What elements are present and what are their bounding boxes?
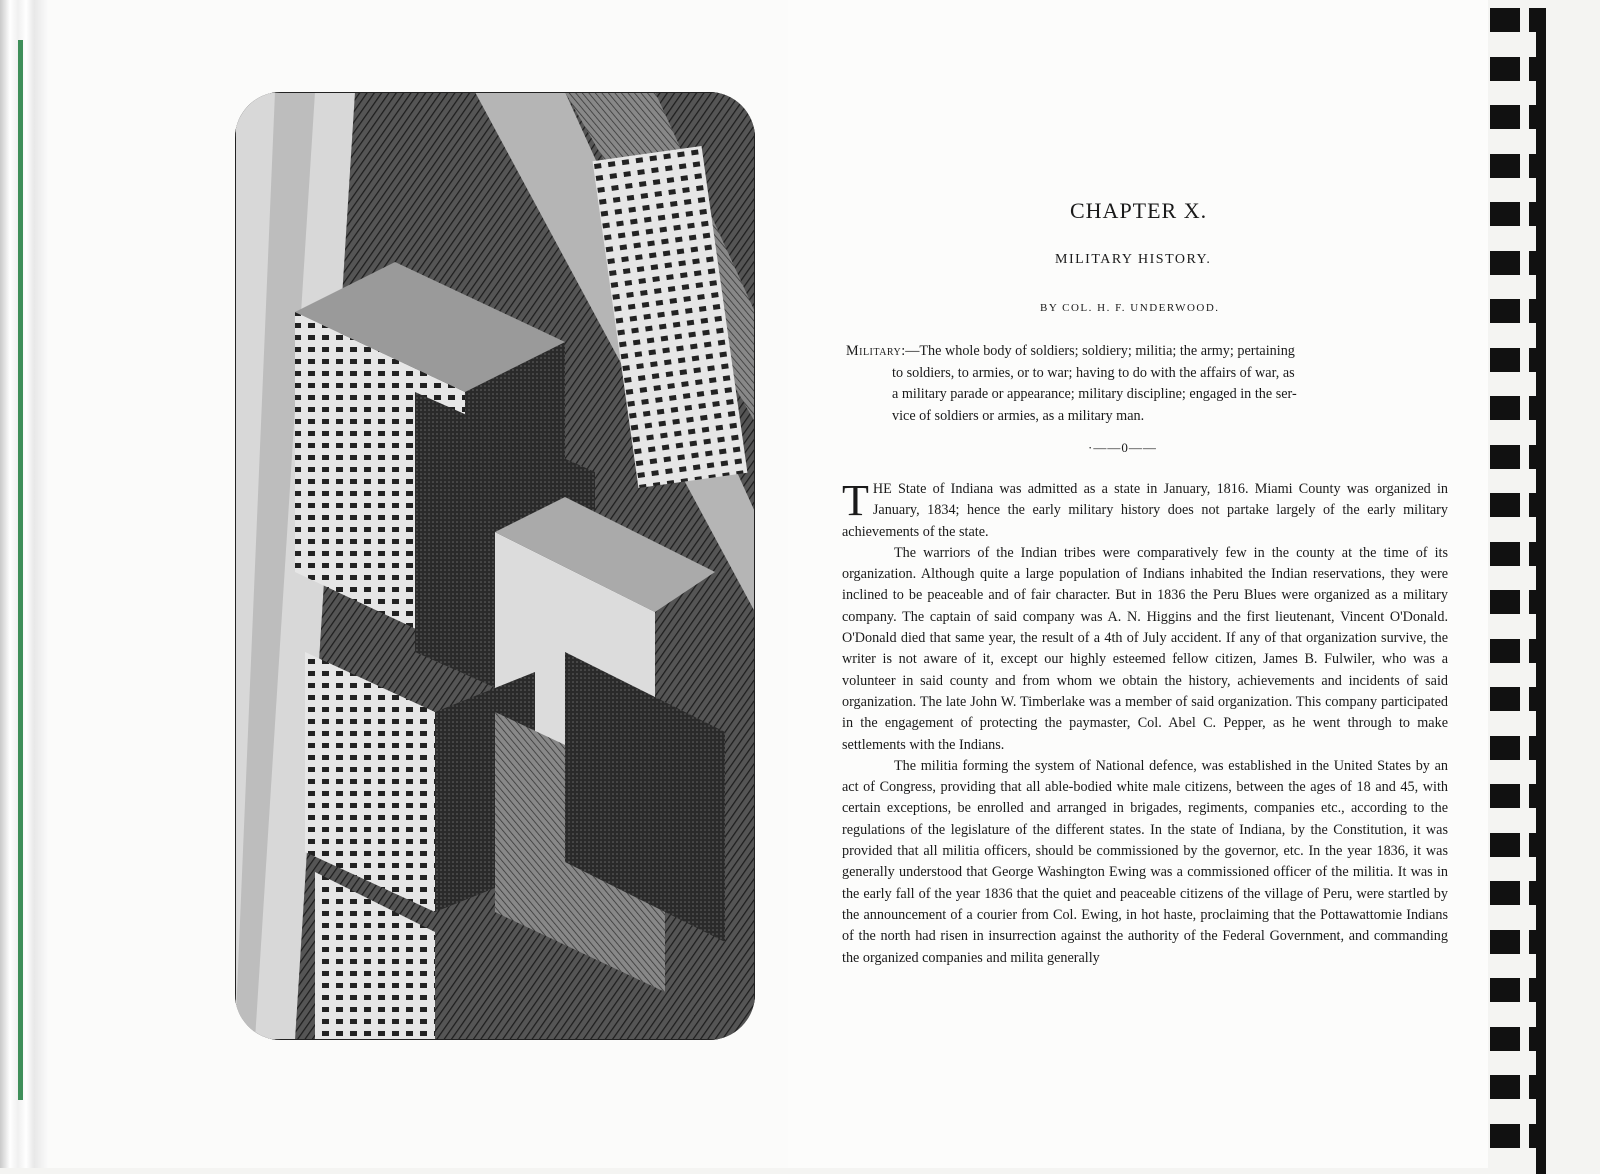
binding-wire [1536, 699, 1546, 737]
binding-wire [1536, 505, 1546, 543]
definition-line-4: vice of soldiers or armies, as a military man. [892, 407, 1145, 424]
green-page-edge [18, 40, 23, 1100]
binding-wire [1536, 893, 1546, 931]
binding-wire [1536, 990, 1546, 1028]
factory-engraving [235, 92, 755, 1040]
body-text [842, 476, 1448, 969]
binding-wire [1536, 554, 1546, 592]
binding-wire [1536, 651, 1546, 689]
definition-term: Military [846, 343, 902, 359]
binding-wire [1536, 845, 1546, 883]
binding-wire [1536, 117, 1546, 155]
binding-wire [1536, 602, 1546, 640]
binding-wire [1536, 20, 1546, 58]
section-separator: ·——0—— [1088, 440, 1157, 455]
definition-line-2: to soldiers, to armies, or to war; having to do with the affairs of war, as [892, 364, 1295, 381]
paragraph-3: The militia forming the system of National defence, was established in the United States by an act of Congress, providing that all able-bodied white male citizens, between the ages of 18 and 45, with certain exceptions, be enrolled and arranged in brigades, regiments, companies etc., according to the regulations of the legislature of the different states. In the state of Indiana, by the Constitution, it was provided that all militia officers, should be commissioned by the governor, etc. In the year 1836, it was generally understood that George Washington Ewing was a commissioned officer of the militia. It was in the early fall of the year 1836 that the quiet and peaceable citizens of the village of Peru, were startled by the announcement of a courier from Col. Ewing, in hot haste, proclaiming that the Pottawattomie Indians of the north had risen in insurrection against the authority of the Federal Government, and commanding the organized companies and milita generally [842, 757, 1448, 966]
binding-wire [1536, 748, 1546, 786]
page-stack-edge [0, 0, 48, 1168]
binding-wire [1536, 360, 1546, 398]
binding-wire [1536, 457, 1546, 495]
binding-wire [1536, 311, 1546, 349]
binding-wire [1536, 796, 1546, 834]
binding-wire [1536, 408, 1546, 446]
chapter-title: CHAPTER X. [1070, 198, 1208, 223]
chapter-byline: BY COL. H. F. UNDERWOOD. [1040, 302, 1220, 314]
chapter-subtitle: MILITARY HISTORY. [1055, 252, 1212, 267]
binding-wire [1536, 69, 1546, 107]
definition-line-1: Military:—The whole body of soldiers; soldiery; militia; the army; pertaining [846, 343, 1295, 359]
definition-block [846, 341, 1446, 427]
binding-wire [1536, 214, 1546, 252]
drop-cap: T [842, 476, 869, 525]
binding-wire [1536, 1087, 1546, 1125]
binding-wire [1536, 1039, 1546, 1077]
binding-wire [1536, 263, 1546, 301]
paragraph-2: The warriors of the Indian tribes were comparatively few in the county at the time of its organization. Although quite a large population of Indians inhabited the Indian reservations, they were inclined to be peaceable and of fair character. But in 1836 the Peru Blues were organized as a military company. The captain of said company was A. N. Higgins and the first lieutenant, Vincent O'Donald. O'Donald died that same year, the result of a 4th of July accident. If any of that organization survive, the writer is not aware of it, except our highly esteemed fellow citizen, James B. Fulwiler, who was a volunteer in said county and from whom we obtain the history, achievements and incidents of said organization. The late John W. Timberlake was a member of said organization. This company participated in the engagement of protecting the paymaster, Col. Abel C. Pepper, as he went through to make settlements with the Indians. [842, 544, 1448, 753]
binding-wire [1536, 942, 1546, 980]
definition-line-3: a military parade or appearance; military discipline; engaged in the ser- [892, 386, 1297, 402]
paragraph-1: THE State of Indiana was admitted as a state in January, 1816. Miami County was organized in January, 1834; hence the early military history does not partake largely of the early military achievements of the state. [842, 476, 1448, 540]
binding-wire [1536, 166, 1546, 204]
